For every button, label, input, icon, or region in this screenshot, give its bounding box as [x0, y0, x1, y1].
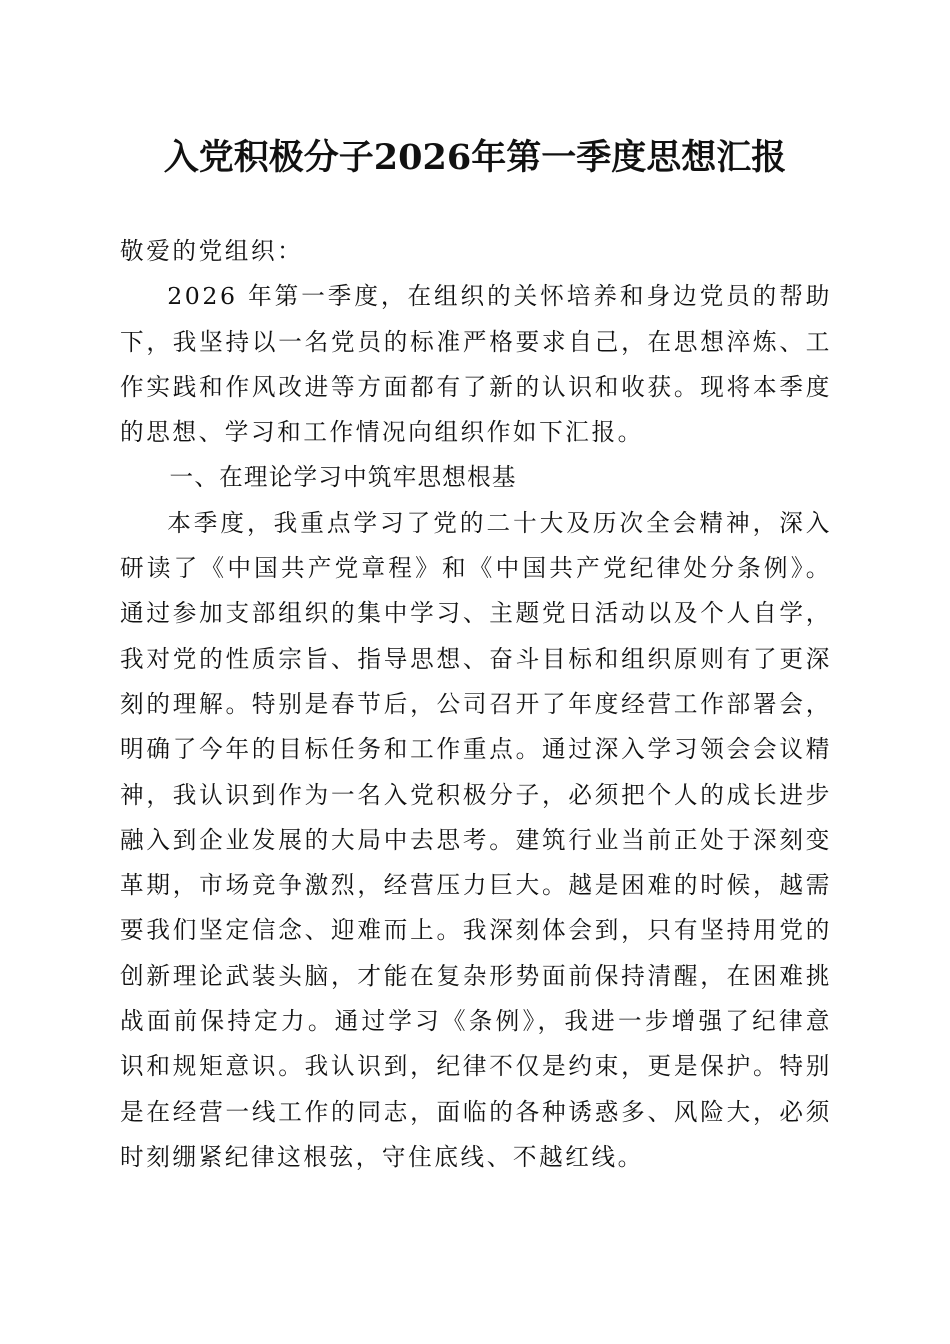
section-heading-1: 一、在理论学习中筑牢思想根基	[169, 463, 517, 492]
document-title: 入党积极分子2026年第一季度思想汇报	[163, 137, 787, 178]
document-body	[120, 229, 832, 1180]
section-1-paragraph: 本季度，我重点学习了党的二十大及历次全会精神，深入研读了《中国共产党章程》和《中国共产党纪律处分条例》。通过参加支部组织的集中学习、主题党日活动以及个人自学，我对党的性质宗旨、指导思想、奋斗目标和组织原则有了更深刻的理解。特别是春节后，公司召开了年度经营工作部署会，明确了今年的目标任务和工作重点。通过深入学习领会会议精神，我认识到作为一名入党积极分子，必须把个人的成长进步融入到企业发展的大局中去思考。建筑行业当前正处于深刻变革期，市场竞争激烈，经营压力巨大。越是困难的时候，越需要我们坚定信念、迎难而上。我深刻体会到，只有坚持用党的创新理论武装头脑，才能在复杂形势面前保持清醒，在困难挑战面前保持定力。通过学习《条例》，我进一步增强了纪律意识和规矩意识。我认识到，纪律不仅是约束，更是保护。特别是在经营一线工作的同志，面临的各种诱惑多、风险大，必须时刻绷紧纪律这根弦，守住底线、不越红线。	[120, 508, 832, 1171]
intro-paragraph: 2026 年第一季度，在组织的关怀培养和身边党员的帮助下，我坚持以一名党员的标准严格要求自己，在思想淬炼、工作实践和作风改进等方面都有了新的认识和收获。现将本季度的思想、学习和工作情况向组织作如下汇报。	[120, 282, 832, 447]
salutation: 敬爱的党组织：	[120, 237, 304, 265]
